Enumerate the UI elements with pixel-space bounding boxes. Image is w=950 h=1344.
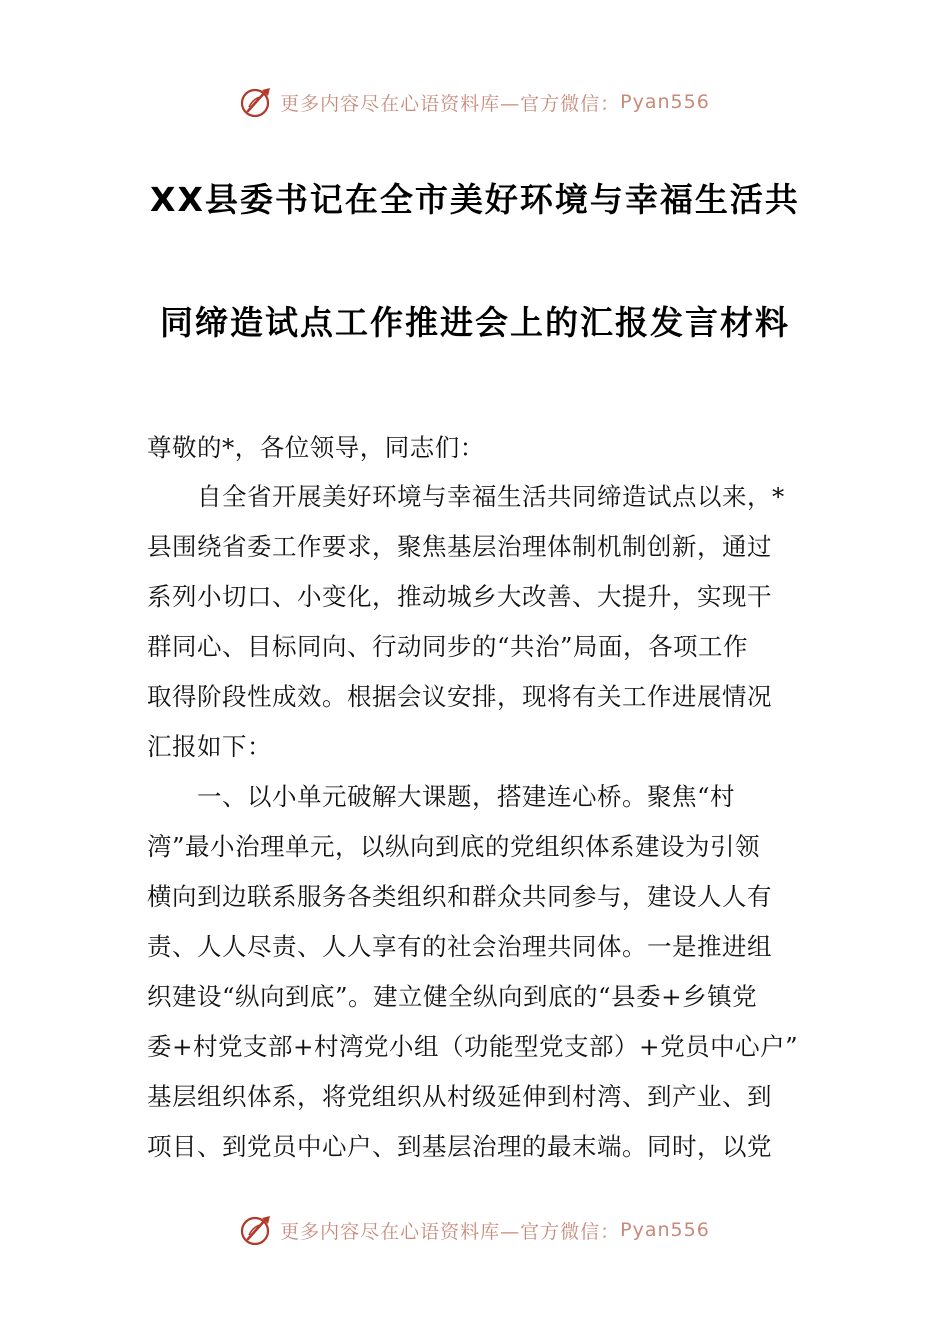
paragraph-line: 委+村党支部+村湾党小组（功能型党支部）+党员中心户” bbox=[147, 1032, 799, 1061]
paragraph-line: 责、人人尽责、人人享有的社会治理共同体。一是推进组 bbox=[147, 932, 772, 961]
banner-text: 更多内容尽在心语资料库—官方微信： bbox=[280, 92, 621, 115]
paragraph-line: 自全省开展美好环境与幸福生活共同缔造试点以来，* bbox=[147, 482, 785, 511]
paragraph-line: 汇报如下： bbox=[147, 732, 272, 761]
pen-logo-icon bbox=[240, 1213, 274, 1247]
paragraph-line: 系列小切口、小变化，推动城乡大改善、大提升，实现干 bbox=[147, 582, 772, 611]
paragraph-1 bbox=[147, 472, 805, 772]
banner-text: 更多内容尽在心语资料库—官方微信： bbox=[280, 1220, 621, 1243]
paragraph-line: 横向到边联系服务各类组织和群众共同参与，建设人人有 bbox=[147, 882, 772, 911]
pen-logo-icon bbox=[240, 85, 274, 119]
paragraph-line: 县围绕省委工作要求，聚焦基层治理体制机制创新，通过 bbox=[147, 532, 772, 561]
paragraph-2 bbox=[147, 772, 805, 1172]
header-watermark-banner bbox=[0, 82, 950, 122]
paragraph-line: 基层组织体系，将党组织从村级延伸到村湾、到产业、到 bbox=[147, 1082, 772, 1111]
paragraph-line: 织建设“纵向到底”。建立健全纵向到底的“县委+乡镇党 bbox=[147, 982, 758, 1011]
paragraph-line: 湾”最小治理单元，以纵向到底的党组织体系建设为引领 bbox=[147, 832, 761, 861]
document-title-line-1: XX县委书记在全市美好环境与幸福生活共 bbox=[150, 180, 800, 219]
banner-wechat-id: Pyan556 bbox=[620, 91, 710, 113]
paragraph-line: 取得阶段性成效。根据会议安排，现将有关工作进展情况 bbox=[147, 682, 772, 711]
document-title-line-2: 同缔造试点工作推进会上的汇报发言材料 bbox=[160, 303, 790, 342]
banner-wechat-id: Pyan556 bbox=[620, 1219, 710, 1241]
paragraph-line: 一、以小单元破解大课题，搭建连心桥。聚焦“村 bbox=[147, 782, 736, 811]
salutation bbox=[147, 423, 805, 473]
paragraph-line: 项目、到党员中心户、到基层治理的最末端。同时，以党 bbox=[147, 1132, 772, 1161]
footer-watermark-banner bbox=[0, 1210, 950, 1250]
salutation-text: 尊敬的*，各位领导，同志们： bbox=[147, 433, 485, 462]
paragraph-line: 群同心、目标同向、行动同步的“共治”局面，各项工作 bbox=[147, 632, 749, 661]
